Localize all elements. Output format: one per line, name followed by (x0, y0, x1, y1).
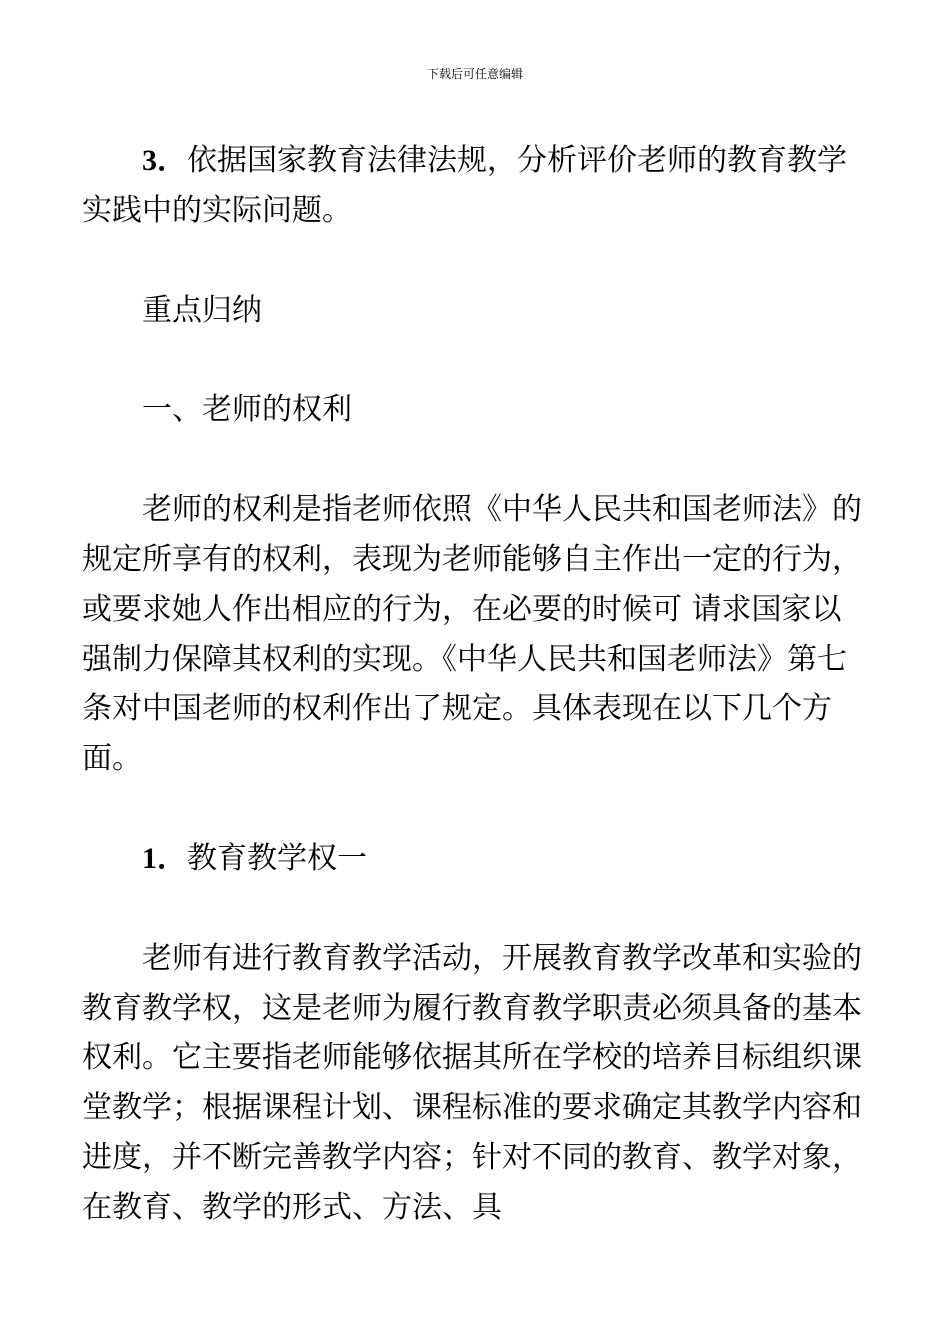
paragraph-objective-3 (82, 136, 862, 236)
page-header: 下载后可任意编辑 (426, 67, 523, 81)
subheading-text: 教育教学权一 (187, 840, 367, 876)
document-body (82, 136, 862, 1233)
paragraph-teaching-right-detail: 老师有进行教育教学活动，开展教育教学改革和实验的教育教学权，这是老师为履行教育教学职责必须具备的基本权利。它主要指老师能够依据其所在学校的培养目标组织课堂教学；根据课程计划、课程标准的要求确定其教学内容和进度，并不断完善教学内容；针对不同的教育、教学对象，在教育、教学的形式、方法、具 (82, 940, 862, 1225)
item-number: 3． (142, 144, 187, 177)
section-heading-key-points: 重点归纳 (142, 292, 262, 328)
item-number: 1． (142, 841, 187, 875)
paragraph-text: 依据国家教育法律法规，分析评价老师的教育教学实践中的实际问题。 (82, 143, 847, 228)
paragraph-rights-definition: 老师的权利是指老师依照《中华人民共和国老师法》的规定所享有的权利，表现为老师能够自主作出一定的行为，或要求她人作出相应的行为，在必要的时候可 请求国家以强制力保障其权利的实现。《中华人民共和国老师法》第七条对中国老师的权利作出了规定。具体表现在以下几个方面。 (82, 492, 862, 777)
section-heading-teacher-rights: 一、老师的权利 (142, 392, 352, 428)
subheading-teaching-right (82, 834, 862, 884)
